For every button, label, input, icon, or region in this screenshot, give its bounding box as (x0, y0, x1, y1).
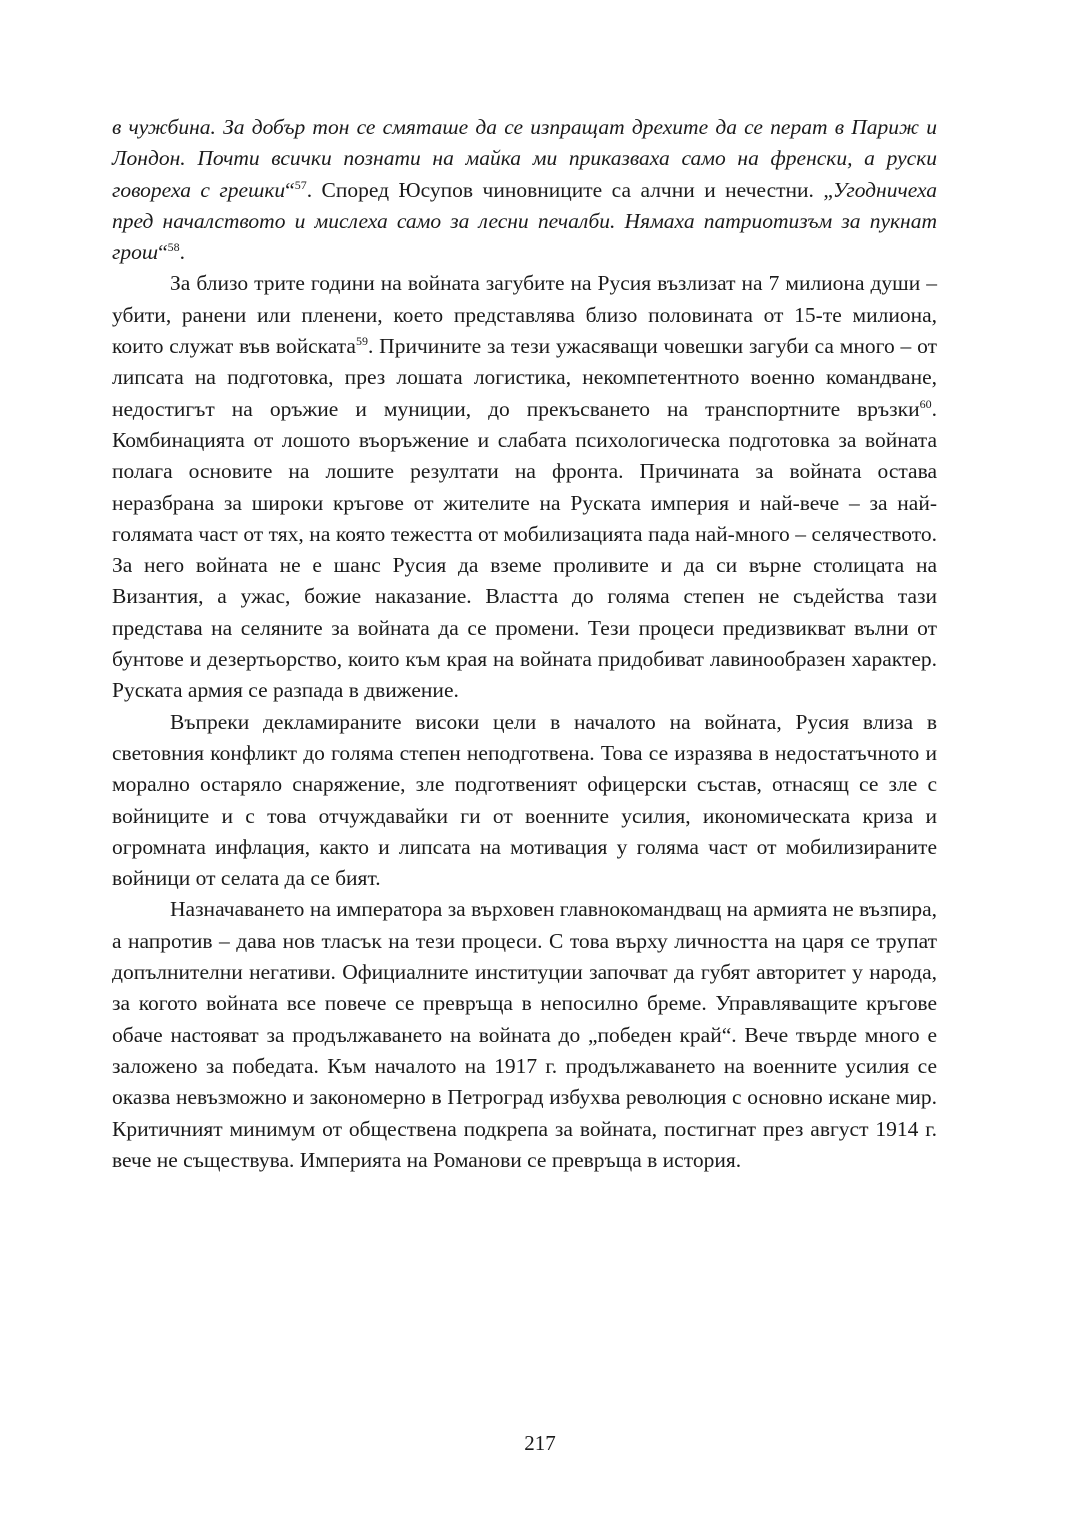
footnote-ref-57[interactable]: 57 (294, 177, 307, 192)
quote-1: в чужбина. За добър тон се смяташе да се изпращат дрехите да се перат в Париж и Лондон. Почти всички познати на майка ми приказваха само на френски, а руски говореха с грешки (112, 115, 937, 202)
paragraph-2-text-1: За близо трите години на войната загубите на Русия възлизат на 7 милиона души – убити, ранени или пленени, което представлява близо половината от 15-те милиона, които служат във войската (112, 271, 937, 359)
page-body (112, 112, 937, 1176)
paragraph-1 (112, 112, 937, 268)
footnote-ref-58[interactable]: 58 (167, 240, 180, 255)
paragraph-4: Назначаването на императора за върховен главнокомандващ на армията не възпира, а напротив – дава нов тласък на тези процеси. С това върху личността на царя се трупат допълнителни негативи. Официалните институции започват да губят авторитет у народа, за когото войната все повече се превръща в непосилно бреме. Управляващите кръгове обаче настояват за продължаването на войната до „победен край“. Вече твърде много е заложено за победата. Към началото на 1917 г. продължаването на военните усилия се оказва невъзможно и закономерно в Петроград избухва революция с основно искане мир. Критичният минимум от обществена подкрепа за войната, постигнат през август 1914 г. вече не съществува. Империята на Романови се превръща в история. (112, 897, 937, 1172)
paragraph-1-text: . Според Юсупов чиновниците са алчни и нечестни. „ (306, 177, 833, 202)
paragraph-2 (112, 268, 937, 706)
paragraph-2-text-3: . Комбинацията от лошото въоръжение и слабата психологическа подготовка за войната полага основите на лошите резултати на фронта. Причината за войната остава неразбрана за широки кръгове от жителите на Руската империя и най-вече – за най-голямата част от тях, на която тежестта от мобилизацията пада най-много – селячеството. За него войната не е шанс Русия да вземе проливите и да си върне столицата на Византия, а ужас, божие наказание. Властта до голяма степен не съдейства тази представа на селяните за войната да се промени. Тези процеси предизвикват вълни от бунтове и дезертьорство, които към края на войната придобиват лавинообразен характер. Руската армия се разпада в движение. (112, 396, 937, 703)
footnote-ref-59[interactable]: 59 (355, 334, 368, 349)
quote-1-close: “ (285, 177, 295, 202)
quote-2: Угодничеха пред началството и мислеха само за лесни печалби. Нямаха патриотизъм за пукнат грош (112, 177, 937, 265)
quote-2-close: “ (158, 240, 168, 265)
paragraph-2-text-2: . Причините за тези ужасяващи човешки загуби са много – от липсата на подготовка, през лошата логистика, некомпетентното военно командване, недостигът на оръжие и муниции, до прекъсването на транспортните връзки (112, 334, 937, 421)
page-number: 217 (524, 1431, 556, 1455)
footnote-ref-60[interactable]: 60 (919, 396, 932, 411)
paragraph-1-end: . (179, 240, 186, 265)
paragraph-3: Въпреки декламираните високи цели в началото на войната, Русия влиза в световния конфликт до голяма степен неподготвена. Това се изразява в недостатъчното и морално остаряло снаряжение, зле подготвеният офицерски състав, отнасящ се зле с войниците и с това отчуждавайки ги от военните усилия, икономическата криза и огромната инфлация, както и липсата на мотивация у голяма част от мобилизираните войници от селата да се бият. (112, 709, 937, 891)
